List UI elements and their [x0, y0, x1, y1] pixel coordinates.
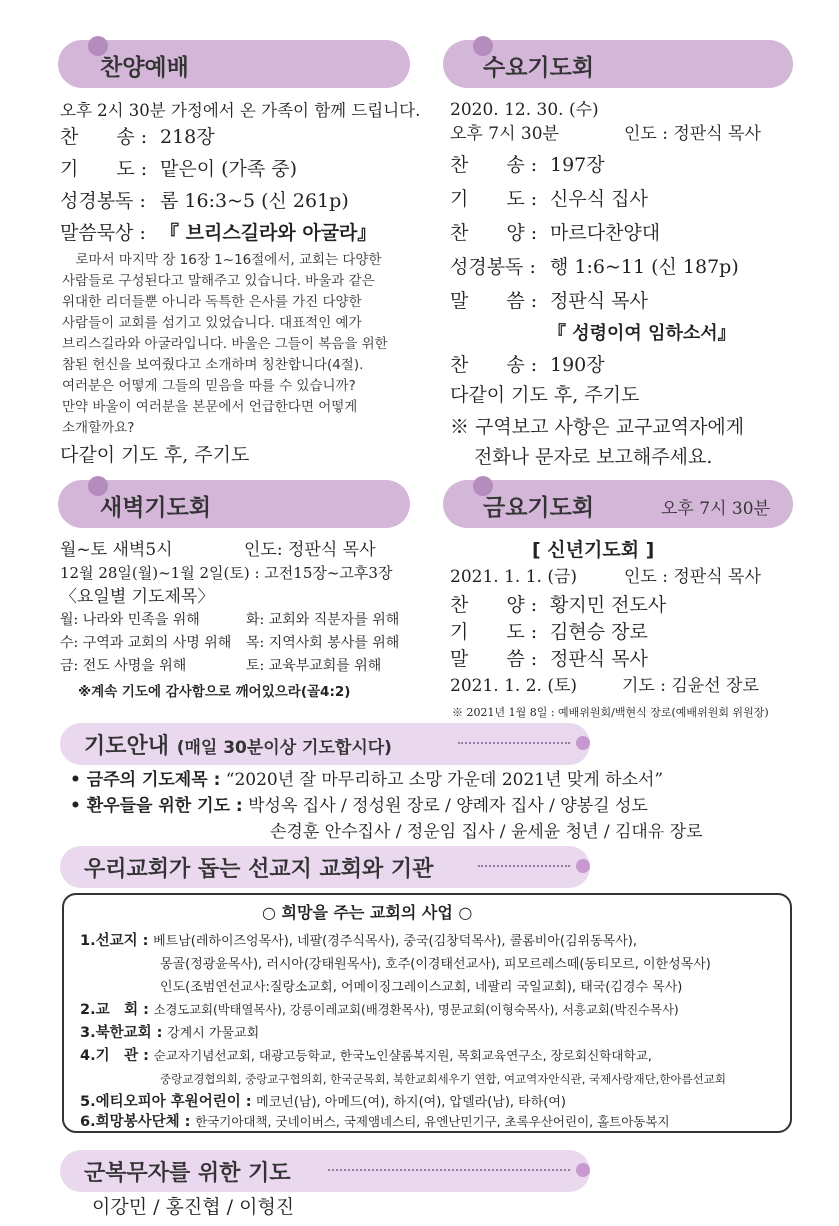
dawn-verse: ※계속 기도에 감사함으로 깨어있으라(골4:2) — [78, 684, 351, 700]
praise-intro: 오후 2시 30분 가정에서 온 가족이 함께 드립니다. — [60, 101, 421, 120]
wednesday-row: 찬 송 : 197장 — [450, 154, 605, 176]
praise-paragraph-line: 로마서 마지막 장 16장 1~16절에서, 교회는 다양한 — [62, 252, 382, 268]
prayer-guide-title: 기도안내 (매일 30분이상 기도합시다) — [84, 734, 392, 759]
dawn-topic-row: 수: 구역과 교회의 사명 위해 목: 지역사회 봉사를 위해 — [60, 635, 400, 651]
friday-date1: 2021. 1. 1. (금) — [450, 567, 578, 587]
friday-date2: 2021. 1. 2. (토) — [450, 676, 578, 696]
wednesday-prayer-header — [443, 40, 793, 88]
friday-prayer2: 기도 : 김윤선 장로 — [622, 676, 759, 696]
dotted-leader — [478, 865, 570, 868]
wednesday-prayer-title: 수요기도회 — [483, 55, 595, 81]
wednesday-row: 성경봉독 : 행 1:6~11 (신 187p) — [450, 256, 739, 278]
sick-prayer-cont: 손경훈 안수집사 / 정운임 집사 / 윤세윤 청년 / 김대유 장로 — [270, 822, 703, 842]
wednesday-hymn: 찬 송 : 190장 — [450, 354, 605, 376]
dawn-topics-title: 〈요일별 기도제목〉 — [60, 587, 215, 607]
military-names: 이강민 / 홍진협 / 이형진 — [92, 1196, 295, 1218]
dotted-leader — [458, 742, 570, 745]
friday-row: 기 도 : 김현승 장로 — [450, 621, 648, 643]
praise-paragraph-line: 참된 헌신을 보여줬다고 소개하며 칭찬합니다(4절). — [62, 357, 364, 373]
prayer-topic: • 금주의 기도제목 : “2020년 잘 마무리하고 소망 가운데 2021년 맞게 하소서” — [70, 770, 664, 790]
mission-line: 1.선교지 : 베트남(레하이즈엉목사), 네팔(경주식목사), 중국(김창덕목사), 콜롬비아(김위동목사), — [80, 933, 637, 949]
dawn-prayer-title: 새벽기도회 — [100, 495, 212, 521]
praise-service-header — [58, 40, 410, 88]
dawn-reading: 12월 28일(월)~1월 2일(토) : 고전15장~고후3장 — [60, 564, 393, 582]
praise-service-title: 찬양예배 — [100, 55, 189, 81]
wednesday-note: ※ 구역보고 사항은 교구교역자에게 — [450, 416, 745, 438]
military-prayer-title: 군복무자를 위한 기도 — [84, 1161, 291, 1186]
praise-paragraph-line: 여러분은 어떻게 그들의 믿음을 따를 수 있습니까? — [62, 378, 356, 394]
wednesday-leader: 인도 : 정판식 목사 — [624, 124, 761, 144]
friday-time: 오후 7시 30분 — [661, 499, 770, 519]
missions-box-title: ○ 희망을 주는 교회의 사업 ○ — [262, 903, 473, 922]
wednesday-date: 2020. 12. 30. (수) — [450, 100, 599, 120]
praise-paragraph-line: 만약 바울이 여러분을 본문에서 언급한다면 어떻게 — [62, 399, 358, 415]
praise-paragraph-line: 소개할까요? — [62, 420, 135, 436]
dawn-topic-row: 월: 나라와 민족을 위해 화: 교회와 직분자를 위해 — [60, 612, 400, 628]
mission-line: 4.기 관 : 순교자기념선교회, 대광고등학교, 한국노인샬롬복지원, 목회교육연구소, 장로회신학대학교, — [80, 1048, 652, 1064]
friday-note: ※ 2021년 1월 8일 : 예배위원회/백현식 장로(예배위원회 위원장) — [452, 706, 769, 719]
sick-prayer: • 환우들을 위한 기도 : 박성옥 집사 / 정성원 장로 / 양례자 집사 / 양봉길 성도 — [70, 796, 648, 816]
military-prayer-header — [60, 1150, 590, 1192]
wednesday-note: 전화나 문자로 보고해주세요. — [474, 446, 713, 468]
mission-line: 인도(조범연선교사:질랑소교회, 어메이징그레이스교회, 네팔리 국일교회), 태국(김경수 목사) — [160, 980, 683, 995]
mission-line: 몽골(정광윤목사), 러시아(강태원목사), 호주(이경태선교사), 피모르레스떼(동티모르, 이한성목사) — [160, 957, 711, 972]
wednesday-closing: 다같이 기도 후, 주기도 — [450, 384, 640, 406]
praise-row: 찬 송 : 218장 — [60, 126, 215, 148]
prayer-guide-header — [60, 723, 590, 765]
praise-row: 말씀묵상 : 『 브리스길라와 아굴라』 — [60, 222, 377, 244]
header-end-dot-icon — [576, 1163, 590, 1177]
missions-title: 우리교회가 돕는 선교지 교회와 기관 — [84, 857, 434, 882]
wednesday-row: 기 도 : 신우식 집사 — [450, 188, 648, 210]
mission-line: 5.에티오피아 후원어린이 : 메코넌(남), 아메드(여), 하지(여), 압델라(남), 타하(여) — [80, 1094, 566, 1110]
header-end-dot-icon — [576, 859, 590, 873]
wednesday-sermon-title: 『 성령이여 임하소서』 — [548, 323, 736, 344]
wednesday-time: 오후 7시 30분 — [450, 124, 559, 144]
friday-prayer-header — [443, 480, 793, 528]
mission-line: 중랑교경협의회, 중랑교구협의회, 한국군목회, 북한교회세우기 연합, 여교역자안식관, 국제사랑재단,한아름선교회 — [160, 1072, 726, 1086]
mission-line: 6.희망봉사단체 : 한국기아대책, 굿네이버스, 국제앰네스티, 유엔난민기구, 초록우산어린이, 홀트아동복지 — [80, 1114, 670, 1130]
wednesday-row: 찬 양 : 마르다찬양대 — [450, 222, 661, 244]
friday-row: 말 씀 : 정판식 목사 — [450, 648, 648, 670]
praise-row: 성경봉독 : 롬 16:3~5 (신 261p) — [60, 190, 349, 212]
header-end-dot-icon — [576, 736, 590, 750]
dotted-leader — [328, 1169, 570, 1172]
dawn-schedule: 월~토 새벽5시 — [60, 540, 173, 560]
friday-row: 찬 양 : 황지민 전도사 — [450, 594, 667, 616]
wednesday-row: 말 씀 : 정판식 목사 — [450, 290, 648, 312]
praise-paragraph-line: 브리스길라와 아굴라입니다. 바울은 그들이 복음을 위한 — [62, 336, 388, 352]
friday-leader: 인도 : 정판식 목사 — [624, 567, 761, 587]
missions-header — [60, 846, 590, 888]
praise-paragraph-line: 위대한 리더들뿐 아니라 독특한 은사를 가진 다양한 — [62, 294, 362, 310]
praise-paragraph-line: 사람들이 교회를 섬기고 있었습니다. 대표적인 예가 — [62, 315, 362, 331]
praise-row: 기 도 : 맡은이 (가족 중) — [60, 158, 298, 180]
mission-line: 3.북한교회 : 강계시 가물교회 — [80, 1025, 260, 1041]
mission-line: 2.교 회 : 소경도교회(박태열목사), 강릉이레교회(배경환목사), 명문교회(이형숙목사), 서흥교회(박진수목사) — [80, 1002, 679, 1018]
praise-closing: 다같이 기도 후, 주기도 — [60, 444, 250, 466]
dawn-prayer-header — [58, 480, 410, 528]
friday-heading: [ 신년기도회 ] — [532, 539, 655, 561]
dawn-leader: 인도: 정판식 목사 — [244, 540, 376, 560]
dawn-topic-row: 금: 전도 사명을 위해 토: 교육부교회를 위해 — [60, 658, 382, 674]
friday-prayer-title: 금요기도회 — [483, 495, 595, 521]
praise-paragraph-line: 사람들로 구성된다고 말해주고 있습니다. 바울과 같은 — [62, 273, 375, 289]
